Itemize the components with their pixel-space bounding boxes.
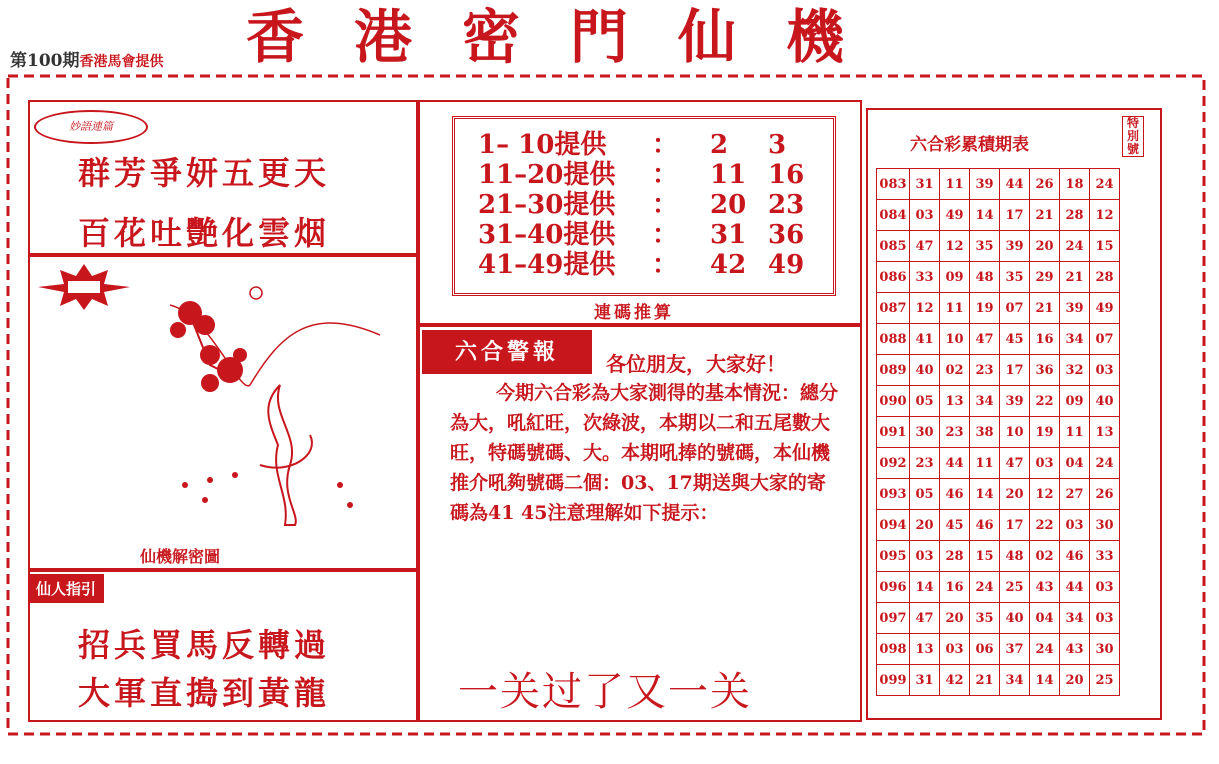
- table-row: [877, 417, 1120, 448]
- number-cell: 40: [1090, 386, 1120, 417]
- number-cell: 21: [1030, 200, 1060, 231]
- number-cell: 28: [1090, 262, 1120, 293]
- table-row: [877, 200, 1120, 231]
- hint-number: 16: [768, 160, 805, 190]
- period-cell: 092: [877, 448, 910, 479]
- number-cell: 13: [1090, 417, 1120, 448]
- issue-number: [10, 46, 164, 71]
- number-cell: 27: [1060, 479, 1090, 510]
- number-cell: 43: [1060, 634, 1090, 665]
- number-cell: 20: [1060, 665, 1090, 696]
- hint-colon: ：: [652, 250, 679, 280]
- number-cell: 47: [1000, 448, 1030, 479]
- number-cell: 45: [940, 510, 970, 541]
- period-cell: 085: [877, 231, 910, 262]
- period-cell: 098: [877, 634, 910, 665]
- number-cell: 19: [1030, 417, 1060, 448]
- number-cell: 20: [1000, 479, 1030, 510]
- hint-number: 36: [768, 220, 805, 250]
- number-cell: 13: [940, 386, 970, 417]
- alert-greeting: 各位朋友，大家好！: [606, 352, 786, 376]
- period-cell: 089: [877, 355, 910, 386]
- number-cell: 11: [940, 293, 970, 324]
- number-cell: 05: [910, 479, 940, 510]
- poem-line-1: 群芳爭妍五更天: [78, 154, 331, 192]
- hint-number: 23: [768, 190, 805, 220]
- number-cell: 36: [1030, 355, 1060, 386]
- number-cell: 03: [910, 541, 940, 572]
- hint-number: 11: [710, 160, 747, 190]
- hint-row: [478, 220, 818, 250]
- hint-colon: ：: [652, 190, 679, 220]
- number-cell: 23: [910, 448, 940, 479]
- number-cell: 06: [970, 634, 1000, 665]
- number-cell: 14: [970, 200, 1000, 231]
- alert-body: 今期六合彩為大家測得的基本情況：總分為大，吼紅旺，次綠波，本期以二和五尾數大旺，特碼號碼、大。本期吼捧的號碼，本仙機推介吼夠號碼二個：03、17期送與大家的寄碼為41 45注意理解如下提示：: [450, 382, 839, 524]
- provider-label: 香港馬會提供: [79, 54, 164, 70]
- number-cell: 33: [910, 262, 940, 293]
- table-row: [877, 324, 1120, 355]
- number-cell: 14: [1030, 665, 1060, 696]
- number-cell: 07: [1090, 324, 1120, 355]
- number-cell: 34: [970, 386, 1000, 417]
- number-cell: 29: [1030, 262, 1060, 293]
- number-cell: 20: [1030, 231, 1060, 262]
- table-row: [877, 634, 1120, 665]
- table-row: [877, 510, 1120, 541]
- history-table: [876, 168, 1120, 696]
- number-cell: 18: [1060, 169, 1090, 200]
- period-cell: 088: [877, 324, 910, 355]
- special-number-label: 特別號: [1122, 116, 1144, 157]
- period-cell: 083: [877, 169, 910, 200]
- number-cell: 47: [910, 603, 940, 634]
- number-cell: 17: [1000, 510, 1030, 541]
- history-title: 六合彩累積期表: [910, 135, 1029, 155]
- hint-colon: ：: [652, 160, 679, 190]
- period-cell: 096: [877, 572, 910, 603]
- number-cell: 12: [910, 293, 940, 324]
- hint-colon: ：: [652, 220, 679, 250]
- number-cell: 34: [1060, 603, 1090, 634]
- hint-colon: ：: [652, 130, 679, 160]
- number-cell: 24: [1030, 634, 1060, 665]
- number-cell: 30: [1090, 634, 1120, 665]
- number-cell: 14: [970, 479, 1000, 510]
- issue-label: 第100期: [10, 51, 80, 71]
- number-cell: 26: [1090, 479, 1120, 510]
- number-cell: 02: [940, 355, 970, 386]
- table-row: [877, 603, 1120, 634]
- number-cell: 09: [940, 262, 970, 293]
- number-cell: 46: [940, 479, 970, 510]
- hint-row: [478, 130, 818, 160]
- number-cell: 39: [1060, 293, 1090, 324]
- period-cell: 086: [877, 262, 910, 293]
- number-cell: 30: [910, 417, 940, 448]
- number-cell: 47: [970, 324, 1000, 355]
- number-cell: 04: [1060, 448, 1090, 479]
- guide-line-2: 大軍直搗到黃龍: [78, 674, 331, 712]
- number-cell: 28: [940, 541, 970, 572]
- number-cell: 16: [1030, 324, 1060, 355]
- hints-list: [478, 130, 818, 280]
- number-cell: 46: [1060, 541, 1090, 572]
- period-cell: 090: [877, 386, 910, 417]
- hint-number: 20: [710, 190, 747, 220]
- hint-range: 1– 10提供: [478, 130, 607, 160]
- number-cell: 25: [1090, 665, 1120, 696]
- number-cell: 30: [1090, 510, 1120, 541]
- number-cell: 39: [1000, 231, 1030, 262]
- number-cell: 21: [1060, 262, 1090, 293]
- number-cell: 39: [1000, 386, 1030, 417]
- number-cell: 44: [940, 448, 970, 479]
- number-cell: 24: [1060, 231, 1090, 262]
- number-cell: 03: [1060, 510, 1090, 541]
- number-cell: 35: [1000, 262, 1030, 293]
- hint-row: [478, 160, 818, 190]
- number-cell: 12: [940, 231, 970, 262]
- number-cell: 25: [1000, 572, 1030, 603]
- table-row: [877, 665, 1120, 696]
- poem-badge: 妙語連篇: [34, 110, 148, 144]
- number-cell: 10: [1000, 417, 1030, 448]
- table-row: [877, 479, 1120, 510]
- table-row: [877, 169, 1120, 200]
- number-cell: 03: [1090, 603, 1120, 634]
- number-cell: 03: [1090, 355, 1120, 386]
- number-cell: 03: [910, 200, 940, 231]
- hint-row: [478, 190, 818, 220]
- table-row: [877, 262, 1120, 293]
- poem-line-2: 百花吐艷化雲烟: [78, 214, 331, 252]
- number-cell: 03: [1030, 448, 1060, 479]
- period-cell: 097: [877, 603, 910, 634]
- hint-number: 42: [710, 250, 747, 280]
- burst-badge-icon: [34, 262, 134, 312]
- hints-caption: 連碼推算: [594, 303, 674, 323]
- hint-range: 11–20提供: [478, 160, 616, 190]
- number-cell: 13: [910, 634, 940, 665]
- number-cell: 24: [1090, 169, 1120, 200]
- table-row: [877, 541, 1120, 572]
- number-cell: 20: [940, 603, 970, 634]
- number-cell: 35: [970, 603, 1000, 634]
- number-cell: 11: [1060, 417, 1090, 448]
- number-cell: 34: [1060, 324, 1090, 355]
- number-cell: 19: [970, 293, 1000, 324]
- number-cell: 03: [1090, 572, 1120, 603]
- number-cell: 40: [1000, 603, 1030, 634]
- number-cell: 15: [1090, 231, 1120, 262]
- hint-number: 3: [768, 130, 787, 160]
- number-cell: 21: [1030, 293, 1060, 324]
- number-cell: 20: [910, 510, 940, 541]
- number-cell: 46: [970, 510, 1000, 541]
- number-cell: 24: [970, 572, 1000, 603]
- alert-footer: 一关过了又一关: [458, 669, 752, 715]
- number-cell: 37: [1000, 634, 1030, 665]
- alert-label: 六合警報: [422, 330, 592, 374]
- hint-range: 31–40提供: [478, 220, 616, 250]
- number-cell: 22: [1030, 510, 1060, 541]
- number-cell: 28: [1060, 200, 1090, 231]
- number-cell: 17: [1000, 355, 1030, 386]
- number-cell: 12: [1030, 479, 1060, 510]
- number-cell: 31: [910, 665, 940, 696]
- number-cell: 23: [970, 355, 1000, 386]
- table-row: [877, 386, 1120, 417]
- number-cell: 33: [1090, 541, 1120, 572]
- number-cell: 49: [1090, 293, 1120, 324]
- number-cell: 21: [970, 665, 1000, 696]
- number-cell: 32: [1060, 355, 1090, 386]
- table-row: [877, 231, 1120, 262]
- fairy-illustration: [150, 275, 390, 535]
- number-cell: 48: [1000, 541, 1030, 572]
- period-cell: 099: [877, 665, 910, 696]
- picture-caption: 仙機解密圖: [140, 547, 221, 566]
- table-row: [877, 448, 1120, 479]
- number-cell: 42: [940, 665, 970, 696]
- number-cell: 24: [1090, 448, 1120, 479]
- number-cell: 34: [1000, 665, 1030, 696]
- number-cell: 12: [1090, 200, 1120, 231]
- number-cell: 16: [940, 572, 970, 603]
- number-cell: 11: [940, 169, 970, 200]
- number-cell: 26: [1030, 169, 1060, 200]
- hint-number: 31: [710, 220, 747, 250]
- number-cell: 40: [910, 355, 940, 386]
- period-cell: 094: [877, 510, 910, 541]
- number-cell: 10: [940, 324, 970, 355]
- number-cell: 48: [970, 262, 1000, 293]
- number-cell: 49: [940, 200, 970, 231]
- number-cell: 23: [940, 417, 970, 448]
- number-cell: 07: [1000, 293, 1030, 324]
- number-cell: 17: [1000, 200, 1030, 231]
- page-title: 香港密門仙機: [246, 3, 895, 71]
- number-cell: 31: [910, 169, 940, 200]
- number-cell: 35: [970, 231, 1000, 262]
- number-cell: 38: [970, 417, 1000, 448]
- number-cell: 44: [1060, 572, 1090, 603]
- period-cell: 091: [877, 417, 910, 448]
- hint-row: [478, 250, 818, 280]
- number-cell: 02: [1030, 541, 1060, 572]
- number-cell: 15: [970, 541, 1000, 572]
- number-cell: 47: [910, 231, 940, 262]
- hint-range: 21–30提供: [478, 190, 616, 220]
- number-cell: 41: [910, 324, 940, 355]
- number-cell: 39: [970, 169, 1000, 200]
- period-cell: 084: [877, 200, 910, 231]
- hint-number: 49: [768, 250, 805, 280]
- guide-label: 仙人指引: [28, 574, 104, 603]
- number-cell: 05: [910, 386, 940, 417]
- hint-number: 2: [710, 130, 729, 160]
- number-cell: 03: [940, 634, 970, 665]
- period-cell: 093: [877, 479, 910, 510]
- number-cell: 44: [1000, 169, 1030, 200]
- table-row: [877, 293, 1120, 324]
- number-cell: 04: [1030, 603, 1060, 634]
- number-cell: 11: [970, 448, 1000, 479]
- guide-line-1: 招兵買馬反轉過: [78, 626, 331, 664]
- hint-range: 41–49提供: [478, 250, 616, 280]
- table-row: [877, 355, 1120, 386]
- number-cell: 22: [1030, 386, 1060, 417]
- period-cell: 087: [877, 293, 910, 324]
- number-cell: 45: [1000, 324, 1030, 355]
- number-cell: 09: [1060, 386, 1090, 417]
- number-cell: 43: [1030, 572, 1060, 603]
- number-cell: 14: [910, 572, 940, 603]
- table-row: [877, 572, 1120, 603]
- period-cell: 095: [877, 541, 910, 572]
